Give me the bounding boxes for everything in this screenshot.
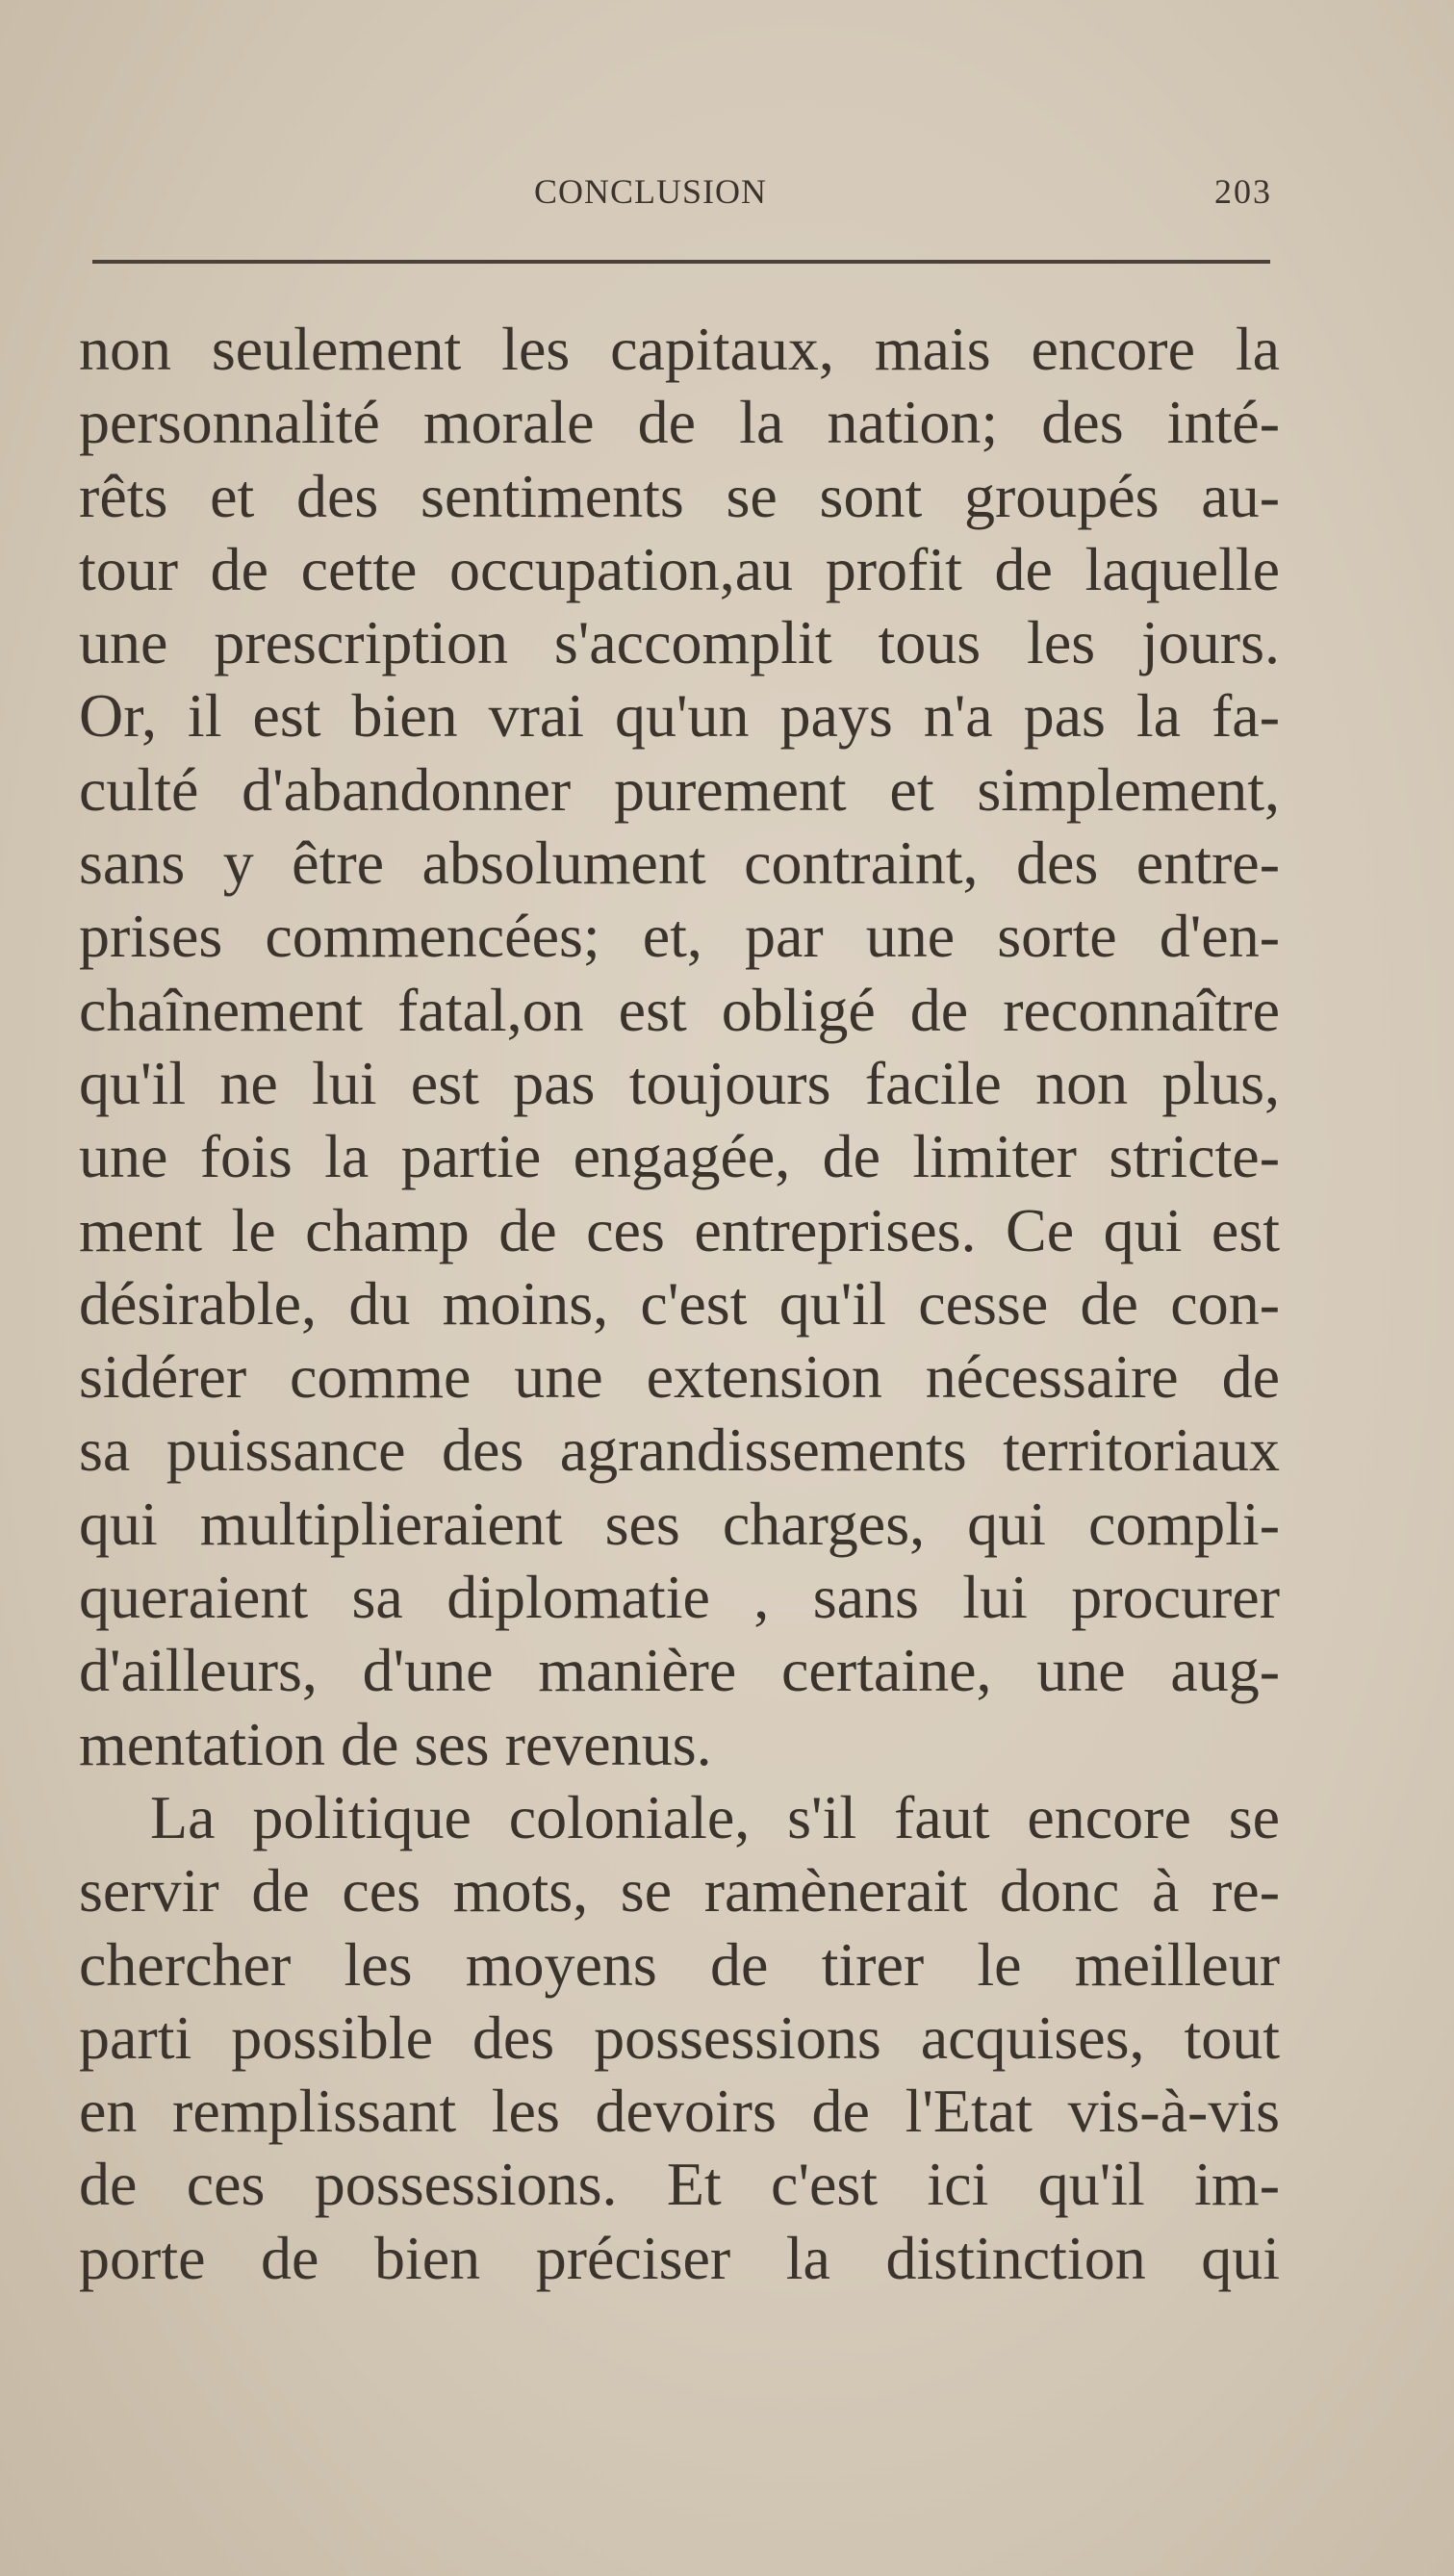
text-line: en remplissant les devoirs de l'Etat vis-à-vis [79,2077,1280,2146]
text-line: mentation de ses revenus. [79,1709,712,1778]
text-line: qu'il ne lui est pas toujours facile non plus, [79,1048,1280,1117]
text-line: chaînement fatal,on est obligé de reconnaître [79,975,1280,1044]
text-line: sa puissance des agrandissements territoriaux [79,1416,1280,1485]
text-line: une fois la partie engagée, de limiter stricte- [79,1122,1280,1191]
body-text [79,313,1280,2295]
header-rule [92,260,1270,264]
text-line: sans y être absolument contraint, des entre- [79,829,1280,898]
running-title: CONCLUSION [534,172,768,211]
text-line: chercher les moyens de tirer le meilleur [79,1929,1280,1999]
text-line: porte de bien préciser la distinction qui [79,2223,1280,2292]
page-number: 203 [1214,172,1272,211]
text-line: servir de ces mots, se ramènerait donc à re- [79,1856,1280,1926]
text-line: tour de cette occupation,au profit de laquelle [79,534,1280,603]
running-header [79,171,1272,219]
text-line: personnalité morale de la nation; des inté- [79,388,1280,457]
text-line: sidérer comme une extension nécessaire de [79,1342,1280,1412]
text-line: prises commencées; et, par une sorte d'en- [79,902,1280,971]
text-line: qui multiplieraient ses charges, qui compli- [79,1489,1280,1558]
text-line: une prescription s'accomplit tous les jours. [79,608,1280,677]
text-line: rêts et des sentiments se sont groupés au- [79,461,1280,530]
text-line: culté d'abandonner purement et simplement, [79,754,1280,824]
text-line: ment le champ de ces entreprises. Ce qui est [79,1195,1280,1264]
text-line: La politique coloniale, s'il faut encore se [150,1782,1280,1851]
text-line: de ces possessions. Et c'est ici qu'il im- [79,2150,1280,2219]
text-line: queraient sa diplomatie , sans lui procurer [79,1563,1280,1632]
text-line: d'ailleurs, d'une manière certaine, une aug- [79,1636,1280,1705]
text-line: non seulement les capitaux, mais encore la [79,315,1280,383]
text-line: Or, il est bien vrai qu'un pays n'a pas la fa- [79,681,1280,751]
text-line: désirable, du moins, c'est qu'il cesse de con- [79,1268,1280,1338]
text-line: parti possible des possessions acquises, tout [79,2002,1280,2072]
